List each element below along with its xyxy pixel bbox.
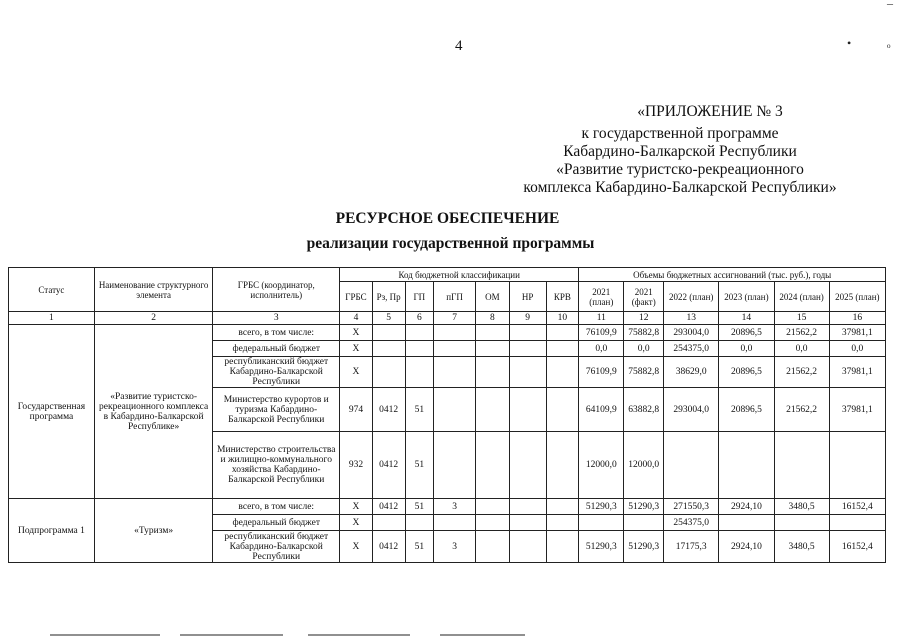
scan-mark: ₒ (887, 36, 891, 50)
nr-cell (509, 325, 546, 341)
value-cell: 0,0 (719, 341, 774, 357)
column-number: 1 (9, 312, 95, 325)
pgp-cell (434, 341, 476, 357)
grbs-cell: 974 (340, 388, 373, 432)
value-cell: 271550,3 (664, 499, 719, 515)
grbs-cell: Х (340, 531, 373, 563)
value-cell: 293004,0 (664, 325, 719, 341)
gp-cell: 51 (405, 388, 434, 432)
om-cell (476, 531, 510, 563)
om-cell (476, 341, 510, 357)
header-2023-plan: 2023 (план) (719, 282, 774, 312)
rzpr-cell: 0412 (372, 432, 405, 499)
status-cell: Государственная программа (9, 325, 95, 499)
column-number: 2 (94, 312, 213, 325)
grbs-cell: Х (340, 341, 373, 357)
om-cell (476, 357, 510, 388)
value-cell: 12000,0 (579, 432, 624, 499)
column-number: 9 (509, 312, 546, 325)
value-cell: 75882,8 (624, 357, 664, 388)
pgp-cell (434, 388, 476, 432)
appendix-line: к государственной программе (581, 125, 779, 142)
value-cell: 254375,0 (664, 515, 719, 531)
appendix-title: «ПРИЛОЖЕНИЕ № 3 (637, 103, 783, 120)
column-number: 6 (405, 312, 434, 325)
nr-cell (509, 357, 546, 388)
value-cell: 254375,0 (664, 341, 719, 357)
value-cell (829, 432, 885, 499)
value-cell: 2924,10 (719, 499, 774, 515)
resource-table (8, 267, 886, 563)
grbs-cell: Х (340, 499, 373, 515)
page-number: 4 (455, 38, 463, 54)
value-cell: 51290,3 (579, 531, 624, 563)
column-number: 8 (476, 312, 510, 325)
header-gp: ГП (405, 282, 434, 312)
value-cell: 12000,0 (624, 432, 664, 499)
om-cell (476, 388, 510, 432)
column-number: 10 (546, 312, 579, 325)
document-subtitle: реализации государственной программы (306, 235, 595, 252)
column-number: 4 (340, 312, 373, 325)
krv-cell (546, 388, 579, 432)
column-number: 12 (624, 312, 664, 325)
krv-cell (546, 515, 579, 531)
column-number-row (9, 312, 886, 325)
header-2022-plan: 2022 (план) (664, 282, 719, 312)
header-status: Статус (9, 268, 95, 312)
value-cell: 3480,5 (774, 499, 829, 515)
value-cell: 51290,3 (624, 531, 664, 563)
value-cell: 37981,1 (829, 325, 885, 341)
rzpr-cell (372, 325, 405, 341)
value-cell (719, 432, 774, 499)
executor-cell: Министерство строительства и жилищно-коммунального хозяйства Кабардино-Балкарской Республики (213, 432, 340, 499)
gp-cell (405, 357, 434, 388)
value-cell: 38629,0 (664, 357, 719, 388)
gp-cell: 51 (405, 432, 434, 499)
value-cell: 0,0 (624, 341, 664, 357)
column-number: 3 (213, 312, 340, 325)
value-cell: 17175,3 (664, 531, 719, 563)
executor-cell: федеральный бюджет (213, 341, 340, 357)
rzpr-cell: 0412 (372, 388, 405, 432)
document-title: РЕСУРСНОЕ ОБЕСПЕЧЕНИЕ (335, 210, 560, 227)
grbs-cell: Х (340, 515, 373, 531)
value-cell: 3480,5 (774, 531, 829, 563)
value-cell: 21562,2 (774, 388, 829, 432)
om-cell (476, 515, 510, 531)
element-cell: «Туризм» (94, 499, 213, 563)
header-om: ОМ (476, 282, 510, 312)
value-cell: 51290,3 (579, 499, 624, 515)
nr-cell (509, 531, 546, 563)
header-pgp: пГП (434, 282, 476, 312)
krv-cell (546, 531, 579, 563)
value-cell: 16152,4 (829, 499, 885, 515)
appendix-line: «Развитие туристско-рекреационного (556, 161, 804, 178)
value-cell: 37981,1 (829, 357, 885, 388)
value-cell (774, 515, 829, 531)
appendix-block (470, 103, 890, 197)
value-cell: 20896,5 (719, 325, 774, 341)
pgp-cell (434, 515, 476, 531)
gp-cell: 51 (405, 531, 434, 563)
value-cell: 76109,9 (579, 325, 624, 341)
table-row (9, 499, 886, 515)
pgp-cell: 3 (434, 531, 476, 563)
rzpr-cell (372, 357, 405, 388)
header-2021-fact: 2021 (факт) (624, 282, 664, 312)
value-cell: 21562,2 (774, 357, 829, 388)
nr-cell (509, 515, 546, 531)
header-budget-classification: Код бюджетной классификации (340, 268, 579, 282)
om-cell (476, 432, 510, 499)
header-2025-plan: 2025 (план) (829, 282, 885, 312)
krv-cell (546, 499, 579, 515)
nr-cell (509, 388, 546, 432)
krv-cell (546, 325, 579, 341)
column-number: 11 (579, 312, 624, 325)
value-cell (829, 515, 885, 531)
value-cell: 75882,8 (624, 325, 664, 341)
krv-cell (546, 341, 579, 357)
value-cell: 0,0 (579, 341, 624, 357)
pgp-cell (434, 432, 476, 499)
appendix-line: комплекса Кабардино-Балкарской Республики» (523, 179, 837, 196)
pgp-cell (434, 325, 476, 341)
appendix-line: Кабардино-Балкарской Республики (563, 143, 797, 160)
value-cell (624, 515, 664, 531)
value-cell: 16152,4 (829, 531, 885, 563)
krv-cell (546, 357, 579, 388)
executor-cell: федеральный бюджет (213, 515, 340, 531)
column-number: 13 (664, 312, 719, 325)
gp-cell (405, 325, 434, 341)
value-cell: 37981,1 (829, 388, 885, 432)
value-cell: 64109,9 (579, 388, 624, 432)
nr-cell (509, 499, 546, 515)
nr-cell (509, 432, 546, 499)
gp-cell (405, 341, 434, 357)
header-volumes: Объемы бюджетных ассигнований (тыс. руб.), годы (579, 268, 886, 282)
pgp-cell: 3 (434, 499, 476, 515)
executor-cell: Министерство курортов и туризма Кабардино-Балкарской Республики (213, 388, 340, 432)
header-2024-plan: 2024 (план) (774, 282, 829, 312)
scan-mark: – (887, 0, 893, 10)
header-element: Наименование структурного элемента (94, 268, 213, 312)
grbs-cell: Х (340, 325, 373, 341)
value-cell (664, 432, 719, 499)
gp-cell (405, 515, 434, 531)
value-cell: 21562,2 (774, 325, 829, 341)
om-cell (476, 325, 510, 341)
executor-cell: всего, в том числе: (213, 499, 340, 515)
gp-cell: 51 (405, 499, 434, 515)
header-grbs: ГРБС (340, 282, 373, 312)
header-grbs-coordinator: ГРБС (координатор, исполнитель) (213, 268, 340, 312)
header-2021-plan: 2021 (план) (579, 282, 624, 312)
value-cell (719, 515, 774, 531)
value-cell (579, 515, 624, 531)
value-cell: 51290,3 (624, 499, 664, 515)
rzpr-cell: 0412 (372, 499, 405, 515)
value-cell: 20896,5 (719, 388, 774, 432)
value-cell: 63882,8 (624, 388, 664, 432)
column-number: 16 (829, 312, 885, 325)
rzpr-cell (372, 341, 405, 357)
value-cell: 293004,0 (664, 388, 719, 432)
executor-cell: всего, в том числе: (213, 325, 340, 341)
om-cell (476, 499, 510, 515)
element-cell: «Развитие туристско-рекреационного комплекса в Кабардино-Балкарской Республике» (94, 325, 213, 499)
header-rzpr: Рз, Пр (372, 282, 405, 312)
status-cell: Подпрограмма 1 (9, 499, 95, 563)
pgp-cell (434, 357, 476, 388)
value-cell: 76109,9 (579, 357, 624, 388)
value-cell (774, 432, 829, 499)
value-cell: 0,0 (829, 341, 885, 357)
value-cell: 2924,10 (719, 531, 774, 563)
rzpr-cell: 0412 (372, 531, 405, 563)
table-row (9, 325, 886, 341)
rzpr-cell (372, 515, 405, 531)
value-cell: 20896,5 (719, 357, 774, 388)
scan-mark: • (847, 36, 852, 50)
executor-cell: республиканский бюджет Кабардино-Балкарской Республики (213, 357, 340, 388)
value-cell: 0,0 (774, 341, 829, 357)
executor-cell: республиканский бюджет Кабардино-Балкарской Республики (213, 531, 340, 563)
column-number: 5 (372, 312, 405, 325)
column-number: 14 (719, 312, 774, 325)
krv-cell (546, 432, 579, 499)
grbs-cell: Х (340, 357, 373, 388)
header-nr: НР (509, 282, 546, 312)
header-krv: КРВ (546, 282, 579, 312)
column-number: 7 (434, 312, 476, 325)
grbs-cell: 932 (340, 432, 373, 499)
column-number: 15 (774, 312, 829, 325)
nr-cell (509, 341, 546, 357)
